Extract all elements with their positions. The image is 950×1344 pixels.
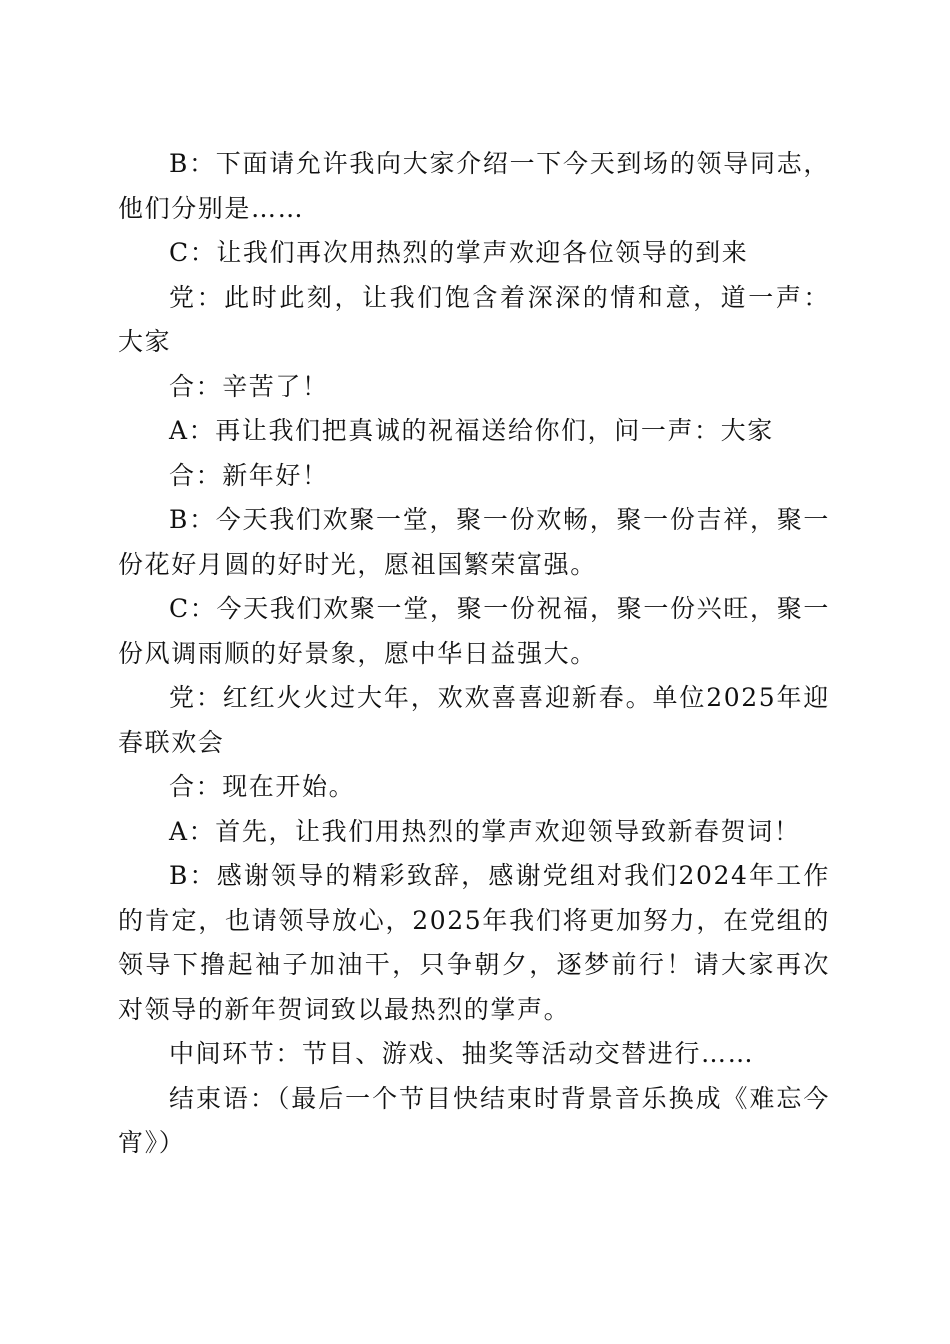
- paragraph: B：下面请允许我向大家介绍一下今天到场的领导同志，他们分别是……: [118, 149, 830, 223]
- paragraph: 党：此时此刻，让我们饱含着深深的情和意，道一声：大家: [118, 282, 830, 356]
- paragraph: B：今天我们欢聚一堂，聚一份欢畅，聚一份吉祥，聚一份花好月圆的好时光，愿祖国繁荣富强。: [118, 505, 830, 579]
- paragraph: A：再让我们把真诚的祝福送给你们，问一声：大家: [169, 416, 774, 445]
- paragraph: 合：新年好！: [169, 460, 329, 490]
- paragraph: A：首先，让我们用热烈的掌声欢迎领导致新春贺词！: [169, 816, 801, 846]
- document-body: [118, 142, 830, 1166]
- paragraph: 合：现在开始。: [169, 772, 356, 801]
- paragraph: C：让我们再次用热烈的掌声欢迎各位领导的到来: [169, 238, 749, 267]
- paragraph: B：感谢领导的精彩致辞，感谢党组对我们2024年工作的肯定，也请领导放心，2025年我们将更加努力，在党组的领导下撸起袖子加油干，只争朝夕，逐梦前行！请大家再次对领导的新年贺词致以最热烈的掌声。: [118, 861, 830, 1024]
- paragraph: 合：辛苦了！: [169, 371, 329, 401]
- paragraph: 中间环节：节目、游戏、抽奖等活动交替进行……: [169, 1039, 755, 1068]
- paragraph: 结束语：（最后一个节目快结束时背景音乐换成《难忘今宵》）: [118, 1083, 830, 1157]
- paragraph: 党：红红火火过大年，欢欢喜喜迎新春。单位2025年迎春联欢会: [118, 683, 830, 757]
- paragraph: C：今天我们欢聚一堂，聚一份祝福，聚一份兴旺，聚一份风调雨顺的好景象，愿中华日益强大。: [118, 594, 830, 668]
